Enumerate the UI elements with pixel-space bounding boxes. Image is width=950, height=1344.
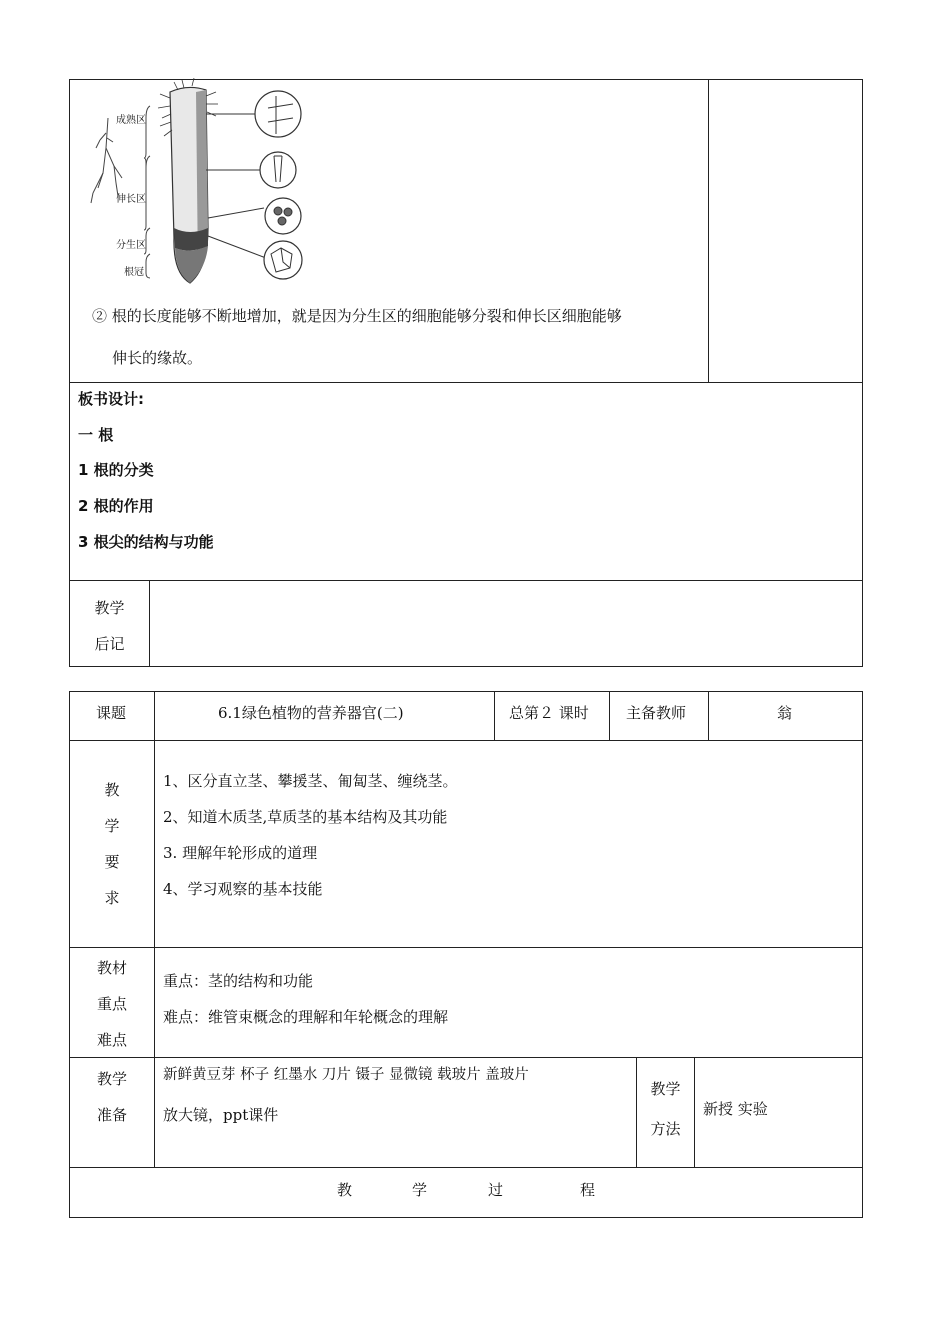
method-value: 新授 实验 <box>703 1100 768 1118</box>
row-divider-prep <box>69 1167 863 1168</box>
col-divider-method <box>694 1057 695 1168</box>
top-table-col-divider <box>708 79 709 383</box>
col-divider-teacher <box>708 691 709 741</box>
col-divider-count <box>609 691 610 741</box>
zone-label-meristem: 分生区 <box>116 240 146 251</box>
board-item-3: 2 根的作用 <box>78 497 154 515</box>
afterword-col-divider <box>149 580 150 667</box>
prep-label: 教学 准备 <box>96 1070 127 1124</box>
prep-line1: 新鲜黄豆芽 杯子 红墨水 刀片 镊子 显微镜 载玻片 盖玻片 <box>163 1067 529 1083</box>
process-title-char-3: 过 <box>488 1181 504 1199</box>
row-divider-keypoints <box>69 1057 863 1058</box>
zone-label-maturation: 成熟区 <box>116 115 146 126</box>
zone-label-elongation: 伸长区 <box>116 194 146 205</box>
method-label: 教学 方法 <box>650 1080 681 1138</box>
board-item-2: 1 根的分类 <box>78 461 154 479</box>
prep-line2: 放大镜，ppt课件 <box>163 1106 279 1124</box>
top-table-row-divider-1 <box>69 382 863 383</box>
requirement-4: 4、学习观察的基本技能 <box>163 880 323 898</box>
keypoints-label: 教材 重点 难点 <box>96 959 127 1049</box>
leader-lines <box>206 114 266 258</box>
process-title-char-4: 程 <box>580 1181 596 1199</box>
root-tip-diagram <box>78 78 334 288</box>
teacher-label: 主备教师 <box>626 704 687 722</box>
cell-circles <box>255 91 302 279</box>
col-divider-label <box>154 691 155 1168</box>
growth-note-line1: ② 根的长度能够不断地增加，就是因为分生区的细胞能够分裂和伸长区细胞能够 <box>92 307 622 325</box>
process-title-char-2: 学 <box>412 1181 428 1199</box>
row-divider-header <box>69 740 863 741</box>
board-item-1: 一 根 <box>78 426 114 444</box>
topic-label: 课题 <box>96 704 127 722</box>
requirement-2: 2、知道木质茎,草质茎的基本结构及其功能 <box>163 808 448 826</box>
top-table-row-divider-2 <box>69 580 863 581</box>
board-item-4: 3 根尖的结构与功能 <box>78 533 214 551</box>
root-tip-figure <box>78 78 334 288</box>
process-title-char-1: 教 <box>337 1181 353 1199</box>
requirement-3: 3. 理解年轮形成的道理 <box>163 844 318 862</box>
requirement-1: 1、区分直立茎、攀援茎、匍匐茎、缠绕茎。 <box>163 772 458 790</box>
lesson-count: 总第２ 课时 <box>509 704 589 722</box>
requirements-label: 教 学 要 求 <box>104 781 120 907</box>
topic-value: 6.1绿色植物的营养器官(二) <box>218 704 404 722</box>
afterword-label: 教学 后记 <box>94 599 125 653</box>
teacher-value: 翁 <box>777 704 793 722</box>
growth-note-line2: 伸长的缘故。 <box>112 349 203 367</box>
zone-label-rootcap: 根冠 <box>124 267 144 278</box>
col-divider-topic <box>494 691 495 741</box>
board-title: 板书设计: <box>78 390 144 408</box>
row-divider-requirements <box>69 947 863 948</box>
keypoint-text: 重点：茎的结构和功能 <box>163 972 314 990</box>
difficulty-text: 难点：维管束概念的理解和年轮概念的理解 <box>163 1008 449 1026</box>
